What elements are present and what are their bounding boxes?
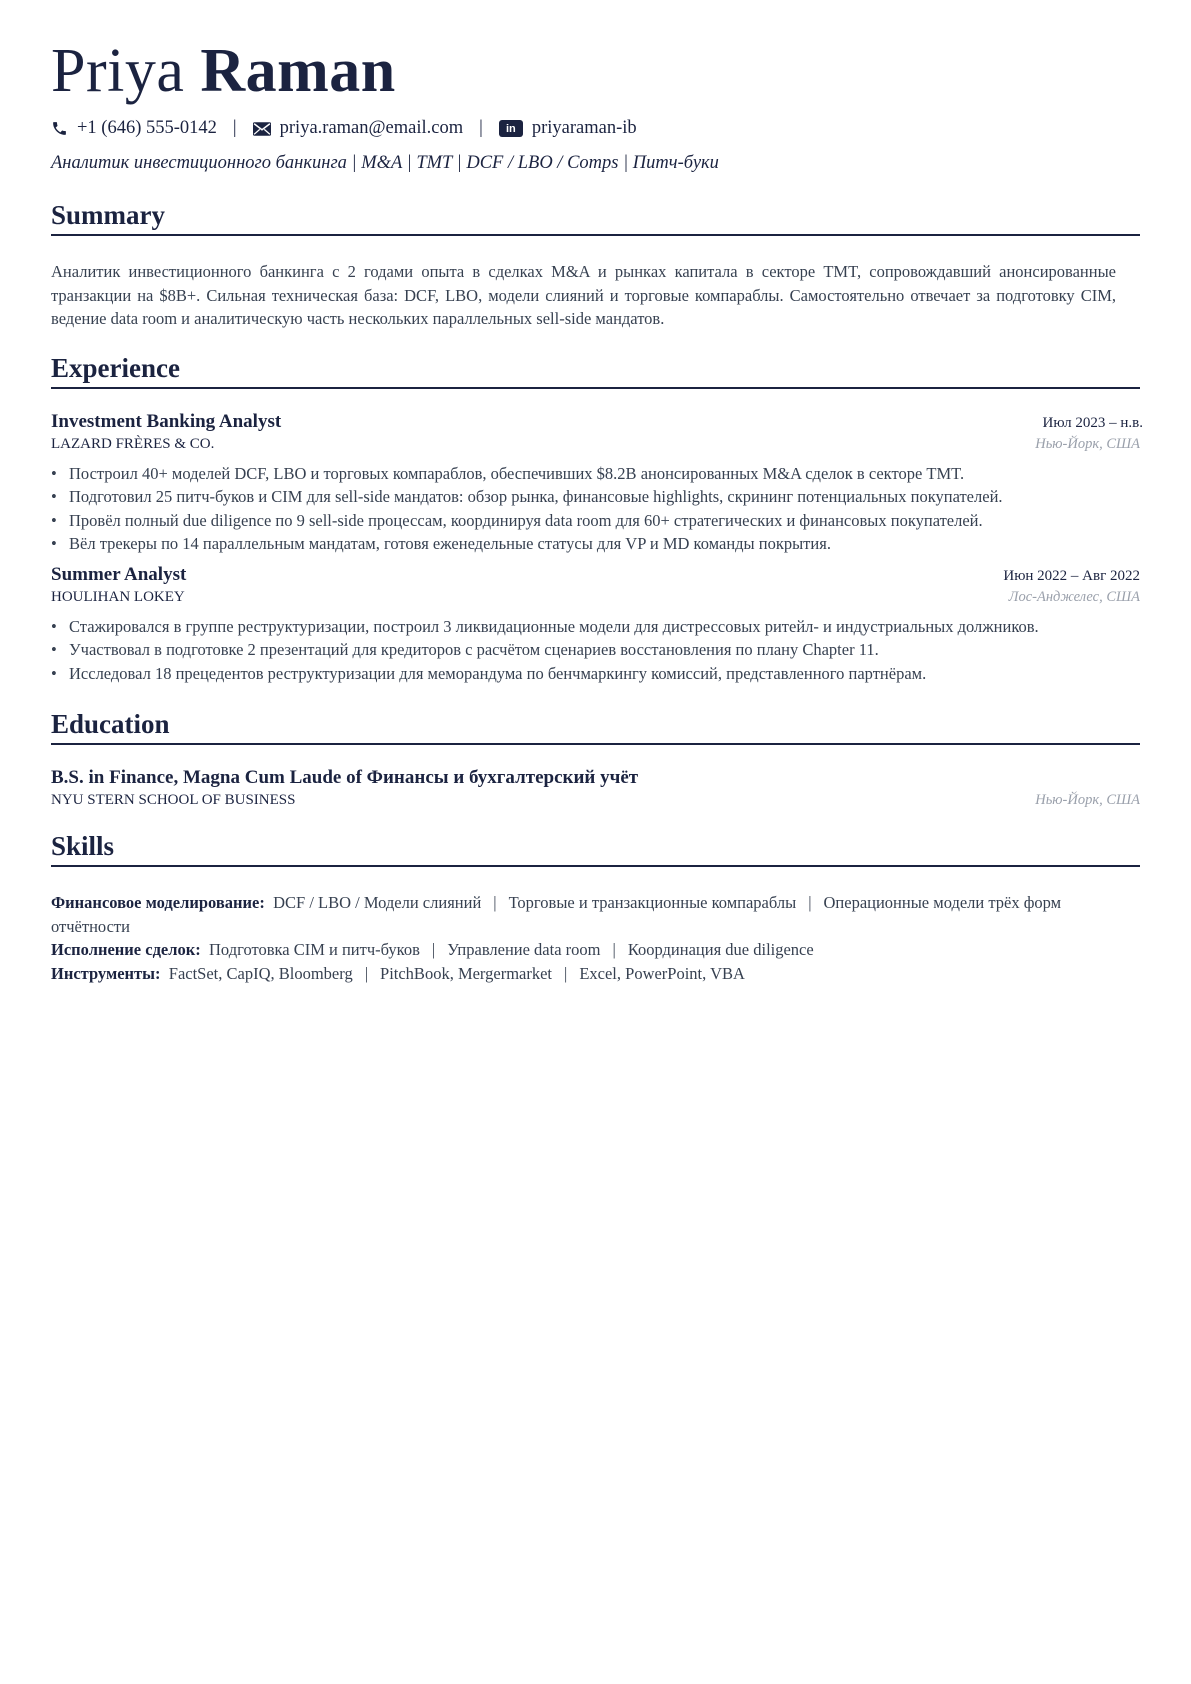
skill-separator: | — [564, 963, 568, 983]
experience-heading: Experience — [51, 353, 1140, 389]
skill-separator: | — [493, 893, 497, 912]
job-location: Нью-Йорк, США — [1035, 435, 1140, 452]
company-name: HOULIHAN LOKEY — [51, 588, 185, 605]
job-entry — [51, 564, 1140, 686]
degree-title: B.S. in Finance, Magna Cum Laude of Финансы и бухгалтерский учёт — [51, 767, 639, 788]
skill-separator: | — [431, 940, 436, 959]
experience-section — [51, 352, 1143, 686]
job-entry — [51, 410, 1143, 556]
skill-item: Операционные модели трёх форм отчётности — [51, 893, 1062, 936]
education-section — [51, 709, 1140, 809]
skill-item: Координация due diligence — [627, 940, 814, 959]
skill-label: Исполнение сделок: — [51, 940, 201, 959]
job-bullets — [51, 462, 1140, 556]
linkedin-icon: in — [499, 120, 523, 137]
job-dates: Июн 2022 – Авг 2022 — [1003, 567, 1140, 584]
skill-row — [51, 938, 1140, 962]
contact-separator: | — [232, 118, 237, 138]
job-bullets — [51, 615, 1140, 686]
bullet-item: • Провёл полный due diligence по 9 sell-side процессам, координируя data room для 60+ стратегических и финансовых покупателей. — [51, 509, 1140, 533]
bullet-item: • Исследовал 18 прецедентов реструктуризации для меморандума по бенчмаркингу комиссий, представленного партнёрам. — [51, 662, 1140, 686]
skill-separator: | — [612, 940, 616, 959]
bullet-item: • Участвовал в подготовке 2 презентаций для кредиторов с расчётом сценариев восстановления по плану Chapter 11. — [51, 638, 1140, 662]
skill-item: Подготовка CIM и питч-буков — [209, 940, 420, 959]
school-location: Нью-Йорк, США — [1035, 792, 1140, 808]
education-heading: Education — [51, 709, 1140, 745]
skill-item: DCF / LBO / Модели слияний — [273, 893, 482, 912]
skill-label: Инструменты: — [51, 963, 161, 983]
skill-separator: | — [808, 893, 812, 912]
job-title: Summer Analyst — [51, 563, 187, 585]
phone-contact[interactable] — [51, 118, 217, 139]
job-location: Лос-Анджелес, США — [1008, 588, 1140, 605]
headline-tagline: Аналитик инвестиционного банкинга | M&A | TMT | DCF / LBO / Comps | Питч-буки — [51, 153, 719, 173]
bullet-item: • Построил 40+ моделей DCF, LBO и торговых компараблов, обеспечивших $8.2B анонсированных M&A сделок в секторе TMT. — [51, 462, 1140, 486]
phone-number: +1 (646) 555-0142 — [77, 118, 217, 138]
candidate-name — [51, 37, 1140, 105]
envelope-icon — [253, 122, 271, 136]
skill-separator: | — [364, 963, 369, 983]
bullet-item: • Стажировался в группе реструктуризации, построил 3 ликвидационные модели для дистрессовых ритейл- и индустриальных должников. — [51, 615, 1140, 639]
skills-section — [51, 831, 1140, 985]
summary-text: Аналитик инвестиционного банкинга с 2 годами опыта в сделках M&A и рынках капитала в секторе TMT, сопровождавший анонсированные транзакции на $8B+. Сильная техническая база: DCF, LBO, модели слияний и торговые компараблы. Самостоятельно отвечает за подготовку CIM, ведение data room и аналитическую часть нескольких параллельных sell-side мандатов. — [51, 262, 1116, 328]
skills-heading: Skills — [51, 831, 1140, 867]
skill-item: PitchBook, Mergermarket — [380, 963, 553, 983]
skill-item: Excel, PowerPoint, VBA — [579, 963, 745, 983]
skill-item: FactSet, CapIQ, Bloomberg — [168, 963, 353, 983]
skill-row — [51, 891, 1140, 938]
skill-row — [51, 962, 1140, 986]
job-title: Investment Banking Analyst — [51, 410, 282, 432]
company-name: LAZARD FRÈRES & CO. — [51, 435, 215, 452]
summary-section — [51, 200, 1140, 331]
first-name: Priya — [51, 37, 185, 105]
summary-heading: Summary — [51, 200, 1140, 236]
education-entry — [51, 767, 1140, 809]
bullet-item: • Вёл трекеры по 14 параллельным мандатам, готовя еженедельные статусы для VP и MD команды покрытия. — [51, 532, 1140, 556]
contact-separator: | — [479, 118, 483, 138]
email-contact[interactable] — [253, 118, 463, 139]
last-name: Raman — [200, 37, 396, 105]
skills-list — [51, 891, 1140, 985]
linkedin-handle: priyaraman-ib — [531, 118, 637, 138]
linkedin-contact[interactable] — [499, 118, 637, 139]
school-name: NYU STERN SCHOOL OF BUSINESS — [51, 792, 296, 808]
skill-label: Финансовое моделирование: — [51, 893, 265, 912]
contact-line — [51, 118, 1140, 139]
bullet-item: • Подготовил 25 питч-буков и CIM для sell-side мандатов: обзор рынка, финансовые highlights, скрининг потенциальных покупателей. — [51, 485, 1140, 509]
skill-item: Торговые и транзакционные компараблы — [508, 893, 797, 912]
skill-item: Управление data room — [447, 940, 601, 959]
phone-icon — [51, 120, 68, 137]
email-address: priya.raman@email.com — [279, 118, 464, 138]
job-dates: Июл 2023 – н.в. — [1042, 414, 1143, 431]
